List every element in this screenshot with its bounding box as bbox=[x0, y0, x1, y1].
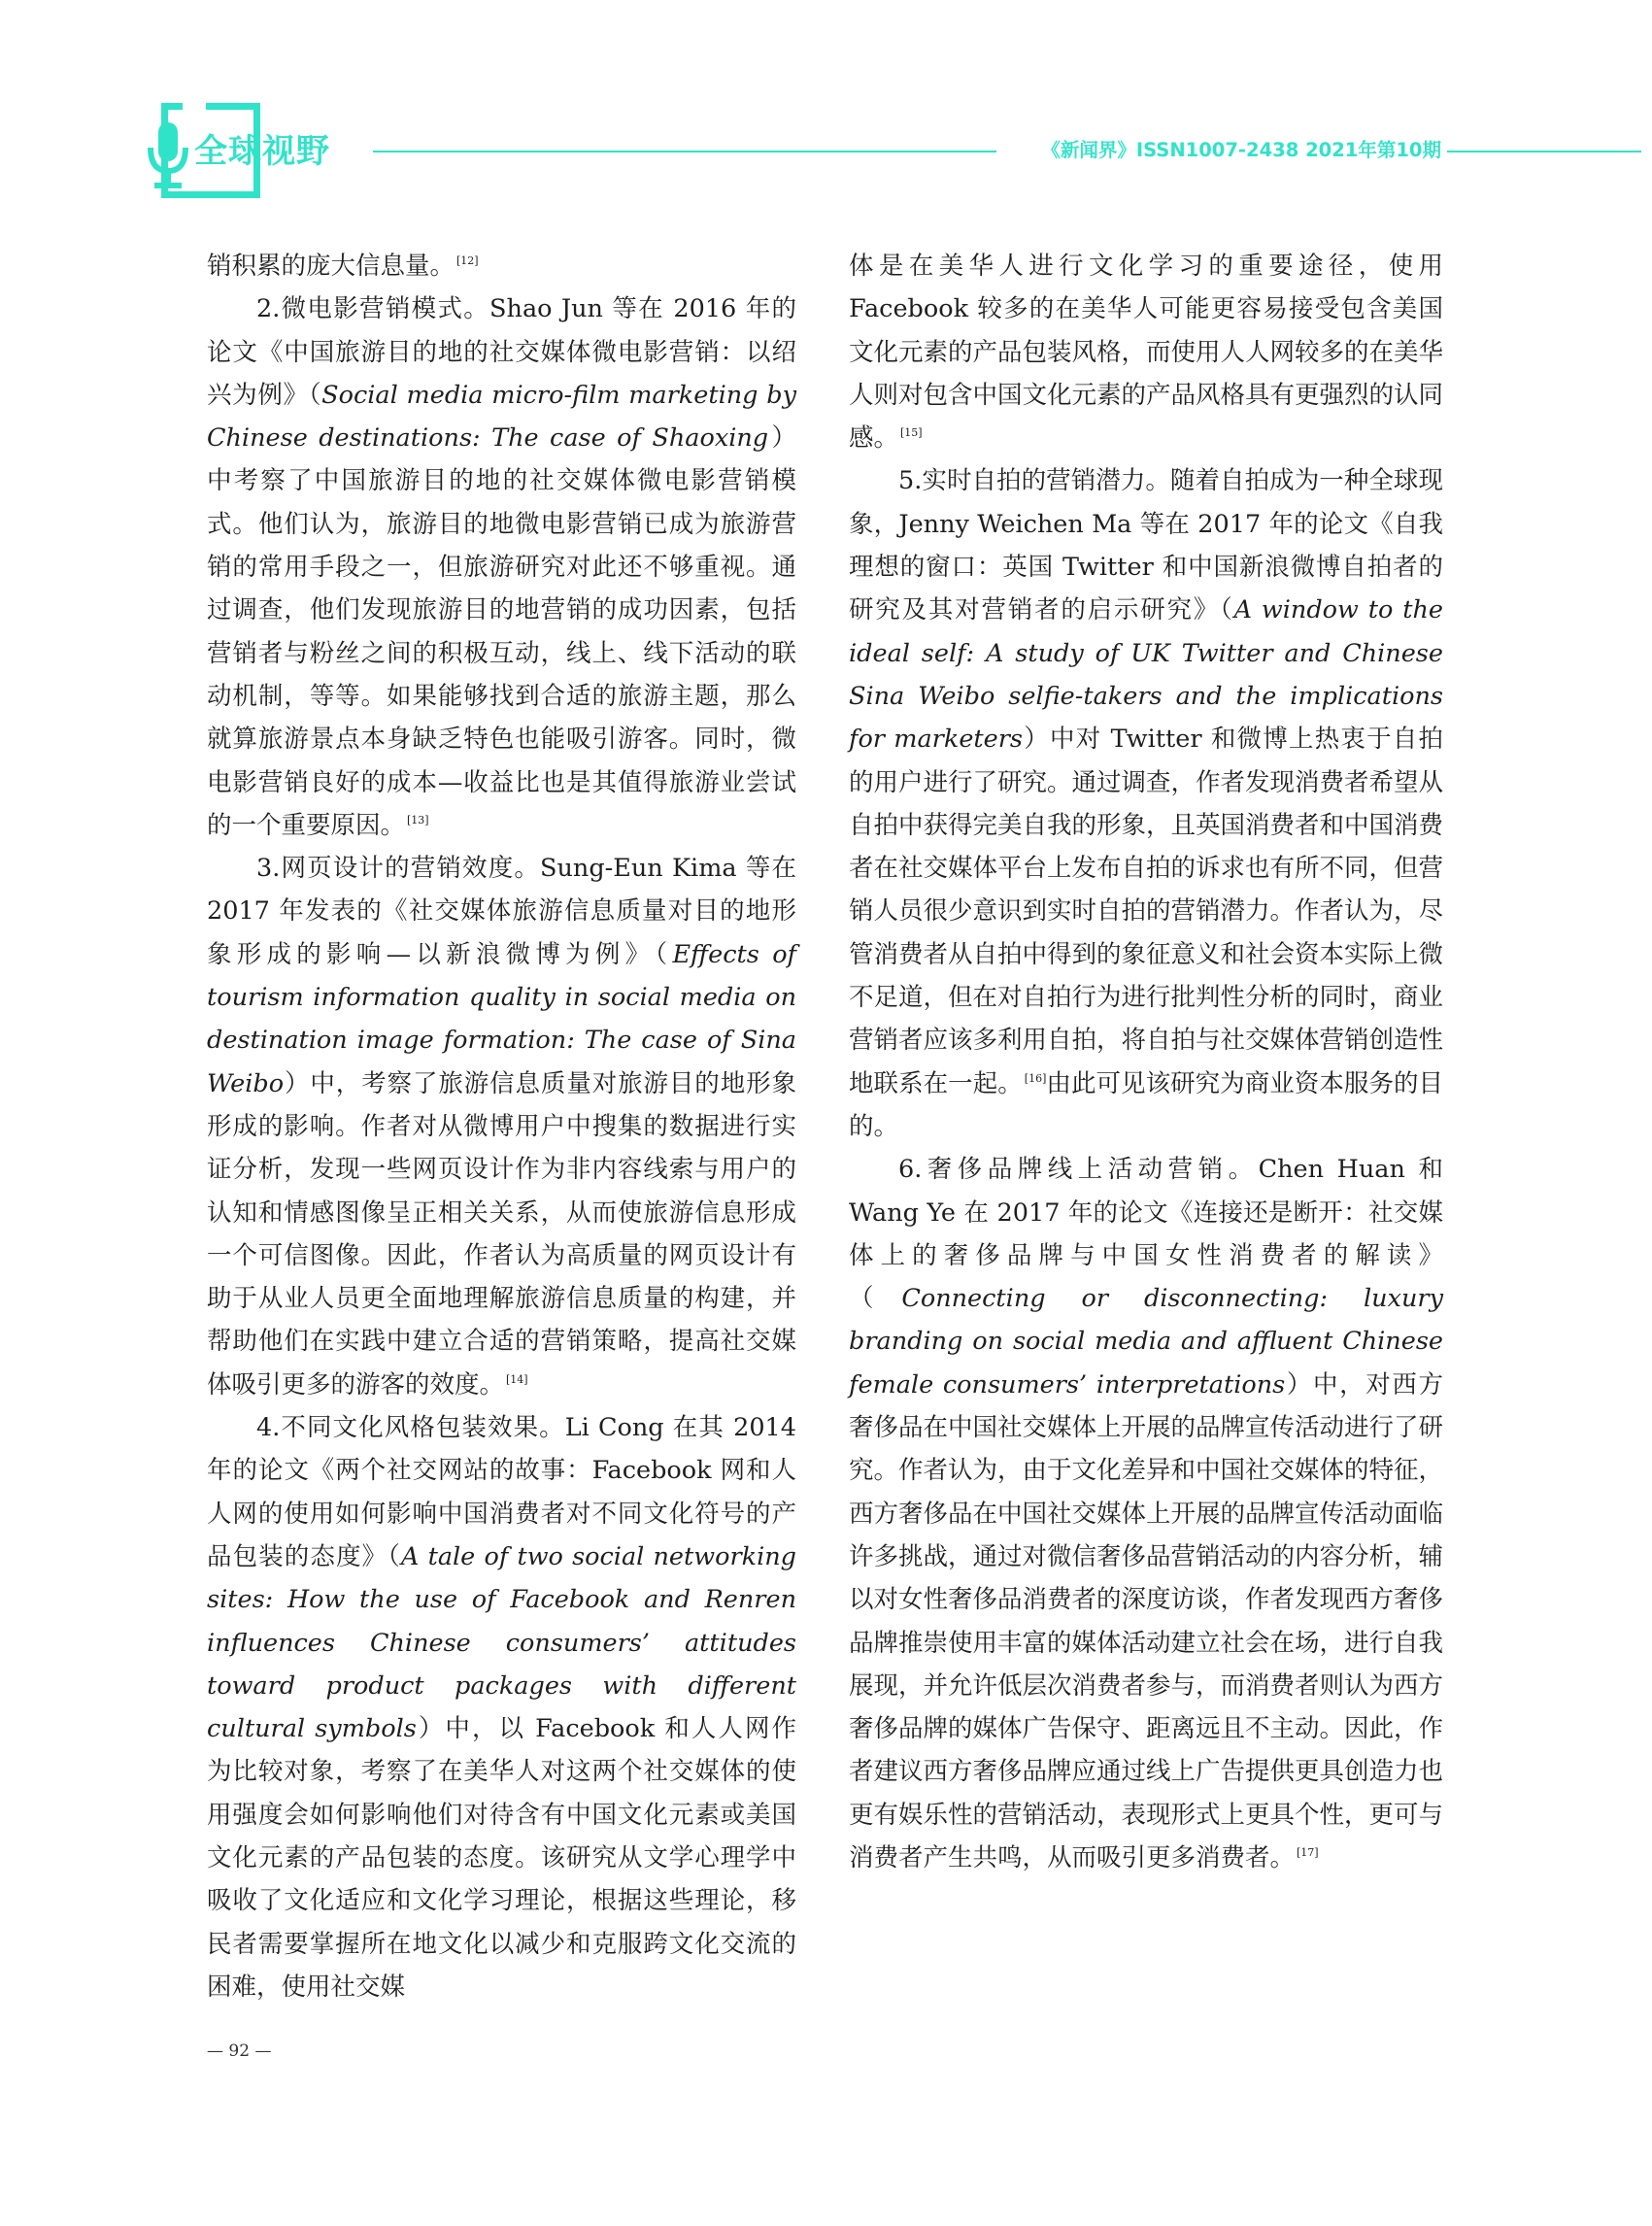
page-header bbox=[0, 0, 1652, 204]
english-title: Social media micro-film marketing by Chinese destinations: The case of Shaoxing bbox=[207, 380, 796, 454]
citation-ref: [17] bbox=[1297, 1845, 1319, 1859]
citation-ref: [13] bbox=[407, 813, 429, 826]
english-title: Effects of tourism information quality in social media on destination image formation: The case of Sina Weibo bbox=[207, 939, 796, 1098]
section-title: 全球视野 bbox=[194, 132, 330, 171]
citation-ref: [14] bbox=[506, 1372, 528, 1386]
right-text-column bbox=[849, 245, 1443, 1879]
journal-issue-info: 《新闻界》ISSN1007-2438 2021年第10期 bbox=[1041, 139, 1441, 161]
paragraph: 体是在美华人进行文化学习的重要途径，使用 Facebook 较多的在美华人可能更容易接受包含美国文化元素的产品包装风格，而使用人人网较多的在美华人则对包含中国文化元素的产品风格具有更强烈的认同感。 [15] bbox=[849, 252, 1444, 454]
english-title: A window to the ideal self: A study of UK Twitter and Chinese Sina Weibo selfie-takers and the implications for marketers bbox=[849, 595, 1443, 755]
header-rule-left bbox=[373, 151, 996, 152]
paragraph: 2.微电影营销模式。Shao Jun 等在 2016 年的论文《中国旅游目的地的社交媒体微电影营销：以绍兴为例》（Social media micro-film marketing by Chinese destinations: The case of Shaoxing）中考察了中国旅游目的地的社交媒体微电影营销模式。他们认为，旅游目的地微电影营销已成为旅游营销的常用手段之一，但旅游研究对此还不够重视。通过调查，他们发现旅游目的地营销的成功因素，包括营销者与粉丝之间的积极互动，线上、线下活动的联动机制，等等。如果能够找到合适的旅游主题，那么就算旅游景点本身缺乏特色也能吸引游客。同时，微电影营销良好的成本—收益比也是其值得旅游业尝试的一个重要原因。 [13] bbox=[207, 294, 796, 840]
paragraph: 5.实时自拍的营销潜力。随着自拍成为一种全球现象，Jenny Weichen Ma 等在 2017 年的论文《自我理想的窗口：英国 Twitter 和中国新浪微博自拍者的研究及其对营销者的启示研究》（A window to the ideal self: A study of UK Twitter and Chinese Sina Weibo selfie-takers and the implications for marketers）中对 Twitter 和微博上热衷于自拍的用户进行了研究。通过调查，作者发现消费者希望从自拍中获得完美自我的形象，且英国消费者和中国消费者在社交媒体平台上发布自拍的诉求也有所不同，但营销人员很少意识到实时自拍的营销潜力。作者认为，尽管消费者从自拍中得到的象征意义和社会资本实际上微不足道，但在对自拍行为进行批判性分析的同时，商业营销者应该多利用自拍，将自拍与社交媒体营销创造性地联系在一起。 [16]由此可见该研究为商业资本服务的目的。 bbox=[849, 466, 1444, 1141]
english-title: A tale of two social networking sites: How the use of Facebook and Renren influences Chinese consumers’ attitudes toward product packages with different cultural symbols bbox=[207, 1541, 796, 1744]
microphone-icon bbox=[147, 118, 189, 190]
paragraph: 销积累的庞大信息量。 [12] bbox=[207, 252, 479, 281]
citation-ref: [16] bbox=[1024, 1071, 1047, 1085]
citation-ref: [15] bbox=[900, 426, 923, 440]
paragraph: 4.不同文化风格包装效果。Li Cong 在其 2014 年的论文《两个社交网站的故事：Facebook 网和人人网的使用如何影响中国消费者对不同文化符号的产品包装的态度》（A tale of two social networking sites: How the use of Facebook and Renren influences Chinese consumers’ attitudes toward product packages with different cultural symbols）中，以 Facebook 和人人网作为比较对象，考察了在美华人对这两个社交媒体的使用强度会如何影响他们对待含有中国文化元素或美国文化元素的产品包装的态度。该研究从文学心理学中吸收了文化适应和文化学习理论，根据这些理论，移民者需要掌握所在地文化以减少和克服跨文化交流的困难，使用社交媒 bbox=[207, 1413, 797, 2002]
citation-ref: [12] bbox=[456, 254, 479, 267]
english-title: Connecting or disconnecting: luxury branding on social media and affluent Chinese female consumers’ interpretations bbox=[849, 1284, 1443, 1400]
paragraph: 6.奢侈品牌线上活动营销。Chen Huan 和 Wang Ye 在 2017 年的论文《连接还是断开：社交媒体上的奢侈品牌与中国女性消费者的解读》（Connecting or disconnecting: luxury branding on social media and affluent Chinese female consumers’ interpretations）中，对西方奢侈品在中国社交媒体上开展的品牌宣传活动进行了研究。作者认为，由于文化差异和中国社交媒体的特征，西方奢侈品在中国社交媒体上开展的品牌宣传活动面临许多挑战，通过对微信奢侈品营销活动的内容分析，辅以对女性奢侈品消费者的深度访谈，作者发现西方奢侈品牌推崇使用丰富的媒体活动建立社会在场，进行自我展现，并允许低层次消费者参与，而消费者则认为西方奢侈品牌的媒体广告保守、距离远且不主动。因此，作者建议西方奢侈品牌应通过线上广告提供更具创造力也更有娱乐性的营销活动，表现形式上更具个性，更可与消费者产生共鸣，从而吸引更多消费者。 [17] bbox=[849, 1155, 1444, 1872]
page-number: — 92 — bbox=[207, 2041, 272, 2061]
left-text-column bbox=[207, 245, 796, 2008]
header-rule-right bbox=[1447, 151, 1641, 152]
paragraph: 3.网页设计的营销效度。Sung-Eun Kima 等在 2017 年发表的《社交媒体旅游信息质量对目的地形象形成的影响—以新浪微博为例》（Effects of tourism information quality in social media on destination image formation: The case of Sina Weibo）中，考察了旅游信息质量对旅游目的地形象形成的影响。作者对从微博用户中搜集的数据进行实证分析，发现一些网页设计作为非内容线索与用户的认知和情感图像呈正相关关系，从而使旅游信息形成一个可信图像。因此，作者认为高质量的网页设计有助于从业人员更全面地理解旅游信息质量的构建，并帮助他们在实践中建立合适的营销策略，提高社交媒体吸引更多的游客的效度。 [14] bbox=[207, 854, 796, 1400]
